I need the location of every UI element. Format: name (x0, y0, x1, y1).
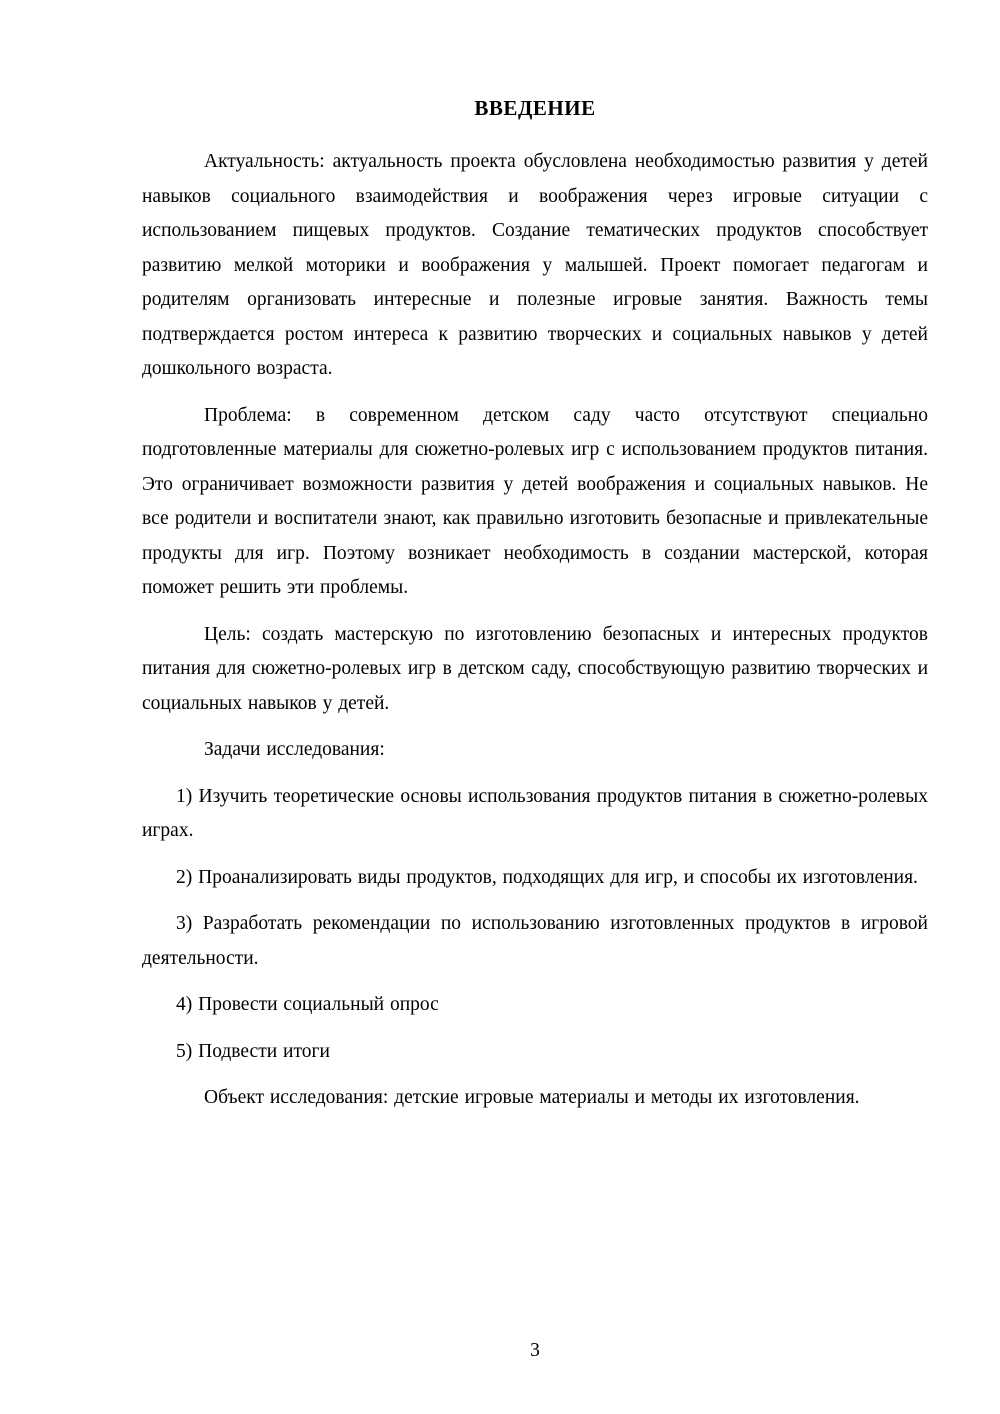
paragraph-goal: Цель: создать мастерскую по изготовлению безопасных и интересных продуктов питания для сюжетно-ролевых игр в детском саду, способствующую развитию творческих и социальных навыков у детей. (142, 623, 928, 714)
paragraph-problem: Проблема: в современном детском саду часто отсутствуют специально подготовленные материалы для сюжетно-ролевых игр с использованием продуктов питания. Это ограничивает возможности развития у детей воображения и социальных навыков. Не все родители и воспитатели знают, как правильно изготовить безопасные и привлекательные продукты для игр. Поэтому возникает необходимость в создании мастерской, которая поможет решить эти проблемы. (142, 404, 928, 598)
tasks-heading: Задачи исследования: (204, 739, 385, 760)
paragraph-object: Объект исследования: детские игровые материалы и методы их изготовления. (204, 1087, 860, 1108)
task-item-3: 3) Разработать рекомендации по использованию изготовленных продуктов в игровой деятельности. (142, 913, 928, 969)
paragraph-actuality: Актуальность: актуальность проекта обусловлена необходимостью развития у детей навыков социального взаимодействия и воображения через игровые ситуации с использованием пищевых продуктов. Создание тематических продуктов способствует развитию мелкой моторики и воображения у малышей. Проект помогает педагогам и родителям организовать интересные и полезные игровые занятия. Важность темы подтверждается ростом интереса к развитию творческих и социальных навыков у детей дошкольного возраста. (142, 151, 928, 379)
section-title: ВВЕДЕНИЕ (474, 96, 596, 120)
task-item-1: 1) Изучить теоретические основы использования продуктов питания в сюжетно-ролевых играх. (142, 785, 928, 841)
task-item-2: 2) Проанализировать виды продуктов, подходящих для игр, и способы их изготовления. (176, 866, 918, 888)
page-number: 3 (530, 1340, 540, 1361)
task-item-5: 5) Подвести итоги (176, 1040, 330, 1062)
task-item-4: 4) Провести социальный опрос (176, 994, 439, 1015)
